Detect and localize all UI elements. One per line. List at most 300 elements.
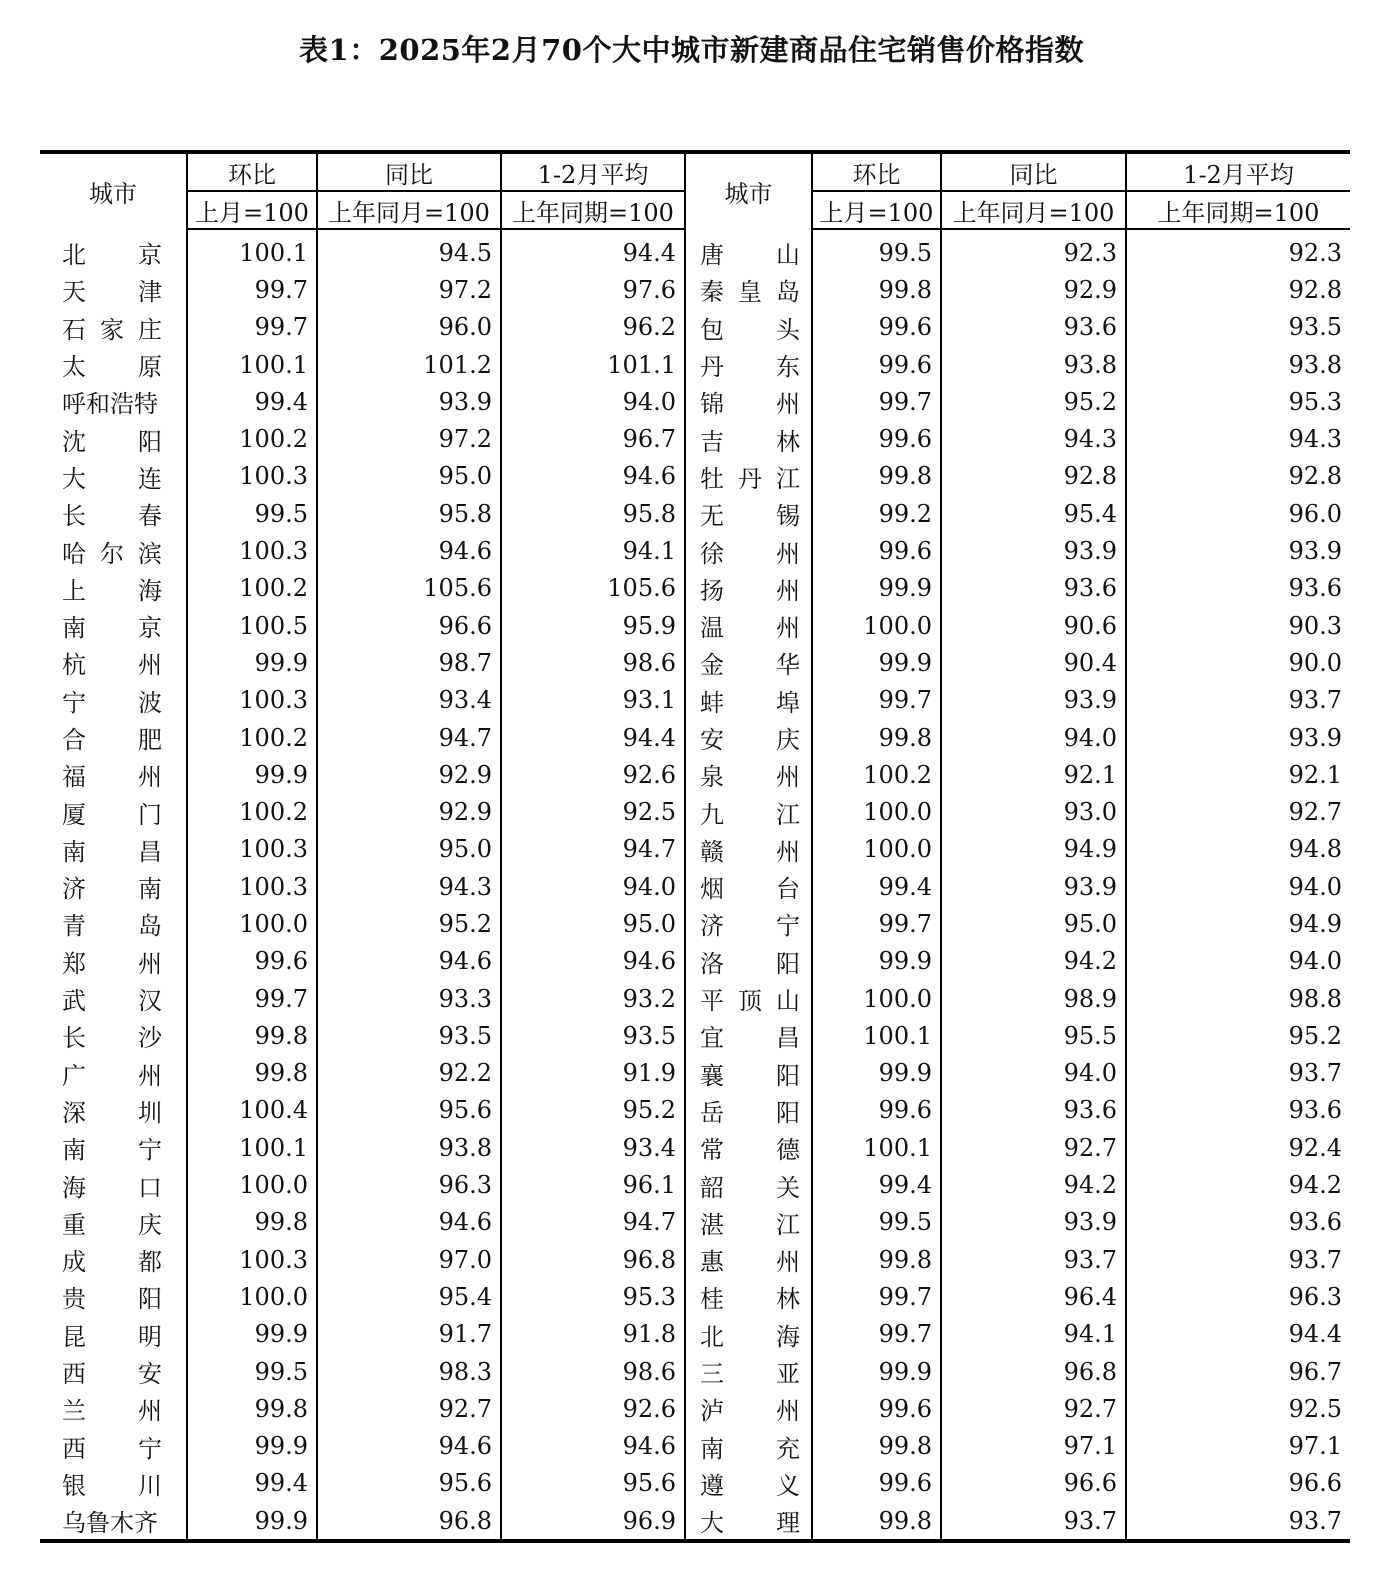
city-name: 唐山 (700, 240, 800, 269)
yoy-cell: 94.6 (317, 943, 501, 980)
table-row (40, 793, 1350, 830)
city-cell-right (685, 1166, 812, 1203)
city-name: 重庆 (62, 1210, 162, 1239)
header-avg-base-right: 上年同期=100 (1126, 191, 1350, 229)
mom-cell: 99.4 (187, 383, 317, 420)
yoy-cell-right: 90.4 (941, 644, 1126, 681)
city-name: 惠州 (700, 1248, 800, 1277)
avg-cell: 94.0 (501, 383, 685, 420)
city-name: 锦州 (700, 390, 800, 419)
yoy-cell-right: 92.3 (941, 229, 1126, 271)
city-cell-right (685, 1428, 812, 1465)
city-name: 上海 (62, 576, 162, 605)
avg-cell-right: 93.7 (1126, 1241, 1350, 1278)
header-yoy-base: 上年同月=100 (317, 191, 501, 229)
mom-cell: 100.2 (187, 719, 317, 756)
yoy-cell: 97.0 (317, 1241, 501, 1278)
table-row (40, 383, 1350, 420)
mom-cell: 100.0 (187, 905, 317, 942)
table-row (40, 644, 1350, 681)
table-row (40, 1428, 1350, 1465)
avg-cell: 94.6 (501, 943, 685, 980)
yoy-cell: 92.7 (317, 1390, 501, 1427)
yoy-cell-right: 94.1 (941, 1316, 1126, 1353)
mom-cell: 99.7 (187, 271, 317, 308)
yoy-cell-right: 94.0 (941, 1055, 1126, 1092)
city-name: 宜昌 (700, 1024, 800, 1053)
city-name: 平顶山 (700, 987, 800, 1016)
yoy-cell: 96.6 (317, 607, 501, 644)
city-name: 沈阳 (62, 427, 162, 456)
city-name: 蚌埠 (700, 688, 800, 717)
city-cell (40, 1316, 187, 1353)
city-name: 青岛 (62, 912, 162, 941)
yoy-cell: 94.6 (317, 1428, 501, 1465)
city-cell-right (685, 1316, 812, 1353)
avg-cell: 96.8 (501, 1241, 685, 1278)
city-cell-right (685, 1353, 812, 1390)
mom-cell: 99.9 (187, 756, 317, 793)
header-avg-right: 1-2月平均 (1126, 152, 1350, 191)
city-cell (40, 793, 187, 830)
city-name: 南宁 (62, 1136, 162, 1165)
city-cell (40, 905, 187, 942)
yoy-cell: 98.7 (317, 644, 501, 681)
city-name: 牡丹江 (700, 464, 800, 493)
mom-cell: 99.9 (187, 1428, 317, 1465)
city-cell (40, 1428, 187, 1465)
city-cell (40, 1129, 187, 1166)
city-cell (40, 1390, 187, 1427)
city-cell (40, 309, 187, 346)
city-cell-right (685, 271, 812, 308)
avg-cell-right: 92.1 (1126, 756, 1350, 793)
avg-cell-right: 95.2 (1126, 1017, 1350, 1054)
yoy-cell: 95.6 (317, 1465, 501, 1502)
mom-cell-right: 99.6 (812, 1092, 941, 1129)
table-row (40, 1017, 1350, 1054)
city-cell (40, 1278, 187, 1315)
city-cell (40, 532, 187, 569)
avg-cell-right: 97.1 (1126, 1428, 1350, 1465)
mom-cell: 100.1 (187, 1129, 317, 1166)
city-name: 乌鲁木齐 (62, 1509, 158, 1538)
city-cell (40, 1241, 187, 1278)
avg-cell: 105.6 (501, 570, 685, 607)
mom-cell-right: 99.8 (812, 1502, 941, 1541)
city-name: 泉州 (700, 763, 800, 792)
avg-cell-right: 93.6 (1126, 1204, 1350, 1241)
mom-cell: 100.3 (187, 682, 317, 719)
table-row (40, 1204, 1350, 1241)
avg-cell: 96.7 (501, 420, 685, 457)
header-mom-right: 环比 (812, 152, 941, 191)
city-name: 长春 (62, 502, 162, 531)
mom-cell: 100.4 (187, 1092, 317, 1129)
city-name: 北京 (62, 240, 162, 269)
avg-cell: 92.6 (501, 756, 685, 793)
city-cell-right (685, 229, 812, 271)
mom-cell: 99.9 (187, 1502, 317, 1541)
avg-cell: 94.6 (501, 1428, 685, 1465)
city-cell (40, 682, 187, 719)
table-row (40, 756, 1350, 793)
yoy-cell-right: 92.9 (941, 271, 1126, 308)
avg-cell: 92.5 (501, 793, 685, 830)
city-name: 西宁 (62, 1434, 162, 1463)
mom-cell: 99.5 (187, 495, 317, 532)
city-name: 扬州 (700, 576, 800, 605)
avg-cell: 94.7 (501, 831, 685, 868)
city-cell (40, 346, 187, 383)
yoy-cell-right: 93.7 (941, 1241, 1126, 1278)
avg-cell: 94.4 (501, 719, 685, 756)
avg-cell-right: 98.8 (1126, 980, 1350, 1017)
yoy-cell-right: 96.8 (941, 1353, 1126, 1390)
city-name: 无锡 (700, 502, 800, 531)
table-row (40, 868, 1350, 905)
yoy-cell: 94.6 (317, 1204, 501, 1241)
yoy-cell: 95.4 (317, 1278, 501, 1315)
city-cell (40, 756, 187, 793)
city-name: 呼和浩特 (62, 390, 158, 419)
avg-cell: 95.6 (501, 1465, 685, 1502)
mom-cell: 99.9 (187, 644, 317, 681)
avg-cell: 98.6 (501, 1353, 685, 1390)
avg-cell: 101.1 (501, 346, 685, 383)
table-row (40, 1129, 1350, 1166)
city-name: 洛阳 (700, 949, 800, 978)
city-cell (40, 1465, 187, 1502)
mom-cell-right: 100.0 (812, 793, 941, 830)
avg-cell-right: 92.8 (1126, 271, 1350, 308)
city-name: 宁波 (62, 688, 162, 717)
avg-cell: 94.1 (501, 532, 685, 569)
city-name: 烟台 (700, 875, 800, 904)
page-title: 表1：2025年2月70个大中城市新建商品住宅销售价格指数 (299, 33, 1084, 67)
table-row (40, 271, 1350, 308)
table-row (40, 1465, 1350, 1502)
yoy-cell: 96.8 (317, 1502, 501, 1541)
city-cell-right (685, 1278, 812, 1315)
mom-cell: 100.5 (187, 607, 317, 644)
city-cell-right (685, 309, 812, 346)
city-cell (40, 1055, 187, 1092)
yoy-cell-right: 90.6 (941, 607, 1126, 644)
city-name: 太原 (62, 353, 162, 382)
mom-cell: 99.5 (187, 1353, 317, 1390)
table-row (40, 309, 1350, 346)
table-body (40, 229, 1350, 1541)
avg-cell-right: 94.0 (1126, 943, 1350, 980)
avg-cell-right: 92.8 (1126, 458, 1350, 495)
yoy-cell-right: 94.2 (941, 1166, 1126, 1203)
city-cell (40, 980, 187, 1017)
yoy-cell-right: 92.7 (941, 1390, 1126, 1427)
header-mom-base: 上月=100 (187, 191, 317, 229)
avg-cell-right: 96.3 (1126, 1278, 1350, 1315)
header-yoy-base-right: 上年同月=100 (941, 191, 1126, 229)
mom-cell: 100.3 (187, 458, 317, 495)
avg-cell-right: 92.3 (1126, 229, 1350, 271)
city-cell-right (685, 495, 812, 532)
mom-cell-right: 99.7 (812, 383, 941, 420)
avg-cell-right: 93.7 (1126, 1055, 1350, 1092)
mom-cell-right: 99.9 (812, 644, 941, 681)
city-name: 成都 (62, 1248, 162, 1277)
mom-cell-right: 99.8 (812, 1241, 941, 1278)
mom-cell-right: 99.4 (812, 868, 941, 905)
yoy-cell-right: 93.7 (941, 1502, 1126, 1541)
table-row (40, 346, 1350, 383)
city-cell-right (685, 868, 812, 905)
city-name: 北海 (700, 1322, 800, 1351)
mom-cell: 99.8 (187, 1390, 317, 1427)
city-cell (40, 458, 187, 495)
city-cell (40, 1017, 187, 1054)
avg-cell: 94.6 (501, 458, 685, 495)
city-cell-right (685, 420, 812, 457)
avg-cell: 94.0 (501, 868, 685, 905)
mom-cell-right: 99.9 (812, 1055, 941, 1092)
city-name: 泸州 (700, 1397, 800, 1426)
city-name: 天津 (62, 278, 162, 307)
city-name: 赣州 (700, 837, 800, 866)
yoy-cell: 93.4 (317, 682, 501, 719)
mom-cell: 99.6 (187, 943, 317, 980)
yoy-cell-right: 96.6 (941, 1465, 1126, 1502)
yoy-cell-right: 93.6 (941, 1092, 1126, 1129)
yoy-cell-right: 93.9 (941, 682, 1126, 719)
city-name: 长沙 (62, 1024, 162, 1053)
city-cell-right (685, 1465, 812, 1502)
yoy-cell: 95.6 (317, 1092, 501, 1129)
header-mom-base-right: 上月=100 (812, 191, 941, 229)
avg-cell: 95.3 (501, 1278, 685, 1315)
city-cell-right (685, 756, 812, 793)
yoy-cell-right: 94.3 (941, 420, 1126, 457)
table-row (40, 980, 1350, 1017)
yoy-cell: 97.2 (317, 271, 501, 308)
city-cell (40, 570, 187, 607)
city-cell (40, 495, 187, 532)
header-city-right: 城市 (685, 152, 812, 229)
table-row (40, 1316, 1350, 1353)
avg-cell: 95.0 (501, 905, 685, 942)
mom-cell-right: 99.2 (812, 495, 941, 532)
city-name: 遵义 (700, 1471, 800, 1500)
city-name: 兰州 (62, 1397, 162, 1426)
mom-cell-right: 99.9 (812, 570, 941, 607)
yoy-cell: 95.0 (317, 458, 501, 495)
yoy-cell-right: 96.4 (941, 1278, 1126, 1315)
yoy-cell-right: 93.6 (941, 309, 1126, 346)
city-cell (40, 1204, 187, 1241)
mom-cell-right: 100.0 (812, 980, 941, 1017)
avg-cell: 96.9 (501, 1502, 685, 1541)
mom-cell-right: 99.6 (812, 1465, 941, 1502)
city-cell-right (685, 1204, 812, 1241)
city-cell-right (685, 793, 812, 830)
table-row (40, 495, 1350, 532)
city-cell-right (685, 570, 812, 607)
mom-cell-right: 99.6 (812, 309, 941, 346)
yoy-cell: 94.5 (317, 229, 501, 271)
mom-cell: 100.3 (187, 831, 317, 868)
city-cell-right (685, 383, 812, 420)
mom-cell-right: 100.1 (812, 1017, 941, 1054)
mom-cell: 100.3 (187, 868, 317, 905)
city-name: 厦门 (62, 800, 162, 829)
mom-cell-right: 99.8 (812, 458, 941, 495)
mom-cell-right: 99.5 (812, 1204, 941, 1241)
table-row (40, 831, 1350, 868)
yoy-cell: 105.6 (317, 570, 501, 607)
yoy-cell-right: 94.2 (941, 943, 1126, 980)
city-name: 石家庄 (62, 315, 162, 344)
city-name: 三亚 (700, 1360, 800, 1389)
city-cell (40, 943, 187, 980)
city-name: 吉林 (700, 427, 800, 456)
table-row (40, 1390, 1350, 1427)
city-name: 温州 (700, 614, 800, 643)
yoy-cell: 93.9 (317, 383, 501, 420)
city-name: 韶关 (700, 1173, 800, 1202)
avg-cell: 91.8 (501, 1316, 685, 1353)
avg-cell-right: 94.3 (1126, 420, 1350, 457)
city-name: 大连 (62, 464, 162, 493)
city-cell-right (685, 905, 812, 942)
avg-cell: 91.9 (501, 1055, 685, 1092)
header-yoy-right: 同比 (941, 152, 1126, 191)
city-cell-right (685, 1017, 812, 1054)
avg-cell: 96.1 (501, 1166, 685, 1203)
city-cell-right (685, 1092, 812, 1129)
price-index-table (40, 150, 1350, 1543)
yoy-cell: 96.3 (317, 1166, 501, 1203)
city-name: 杭州 (62, 651, 162, 680)
yoy-cell-right: 98.9 (941, 980, 1126, 1017)
avg-cell-right: 96.0 (1126, 495, 1350, 532)
yoy-cell-right: 95.0 (941, 905, 1126, 942)
mom-cell: 99.7 (187, 309, 317, 346)
avg-cell-right: 92.5 (1126, 1390, 1350, 1427)
city-name: 岳阳 (700, 1098, 800, 1127)
city-cell-right (685, 831, 812, 868)
mom-cell-right: 99.7 (812, 1316, 941, 1353)
avg-cell-right: 96.6 (1126, 1465, 1350, 1502)
table-row (40, 905, 1350, 942)
mom-cell-right: 99.6 (812, 1390, 941, 1427)
avg-cell-right: 93.5 (1126, 309, 1350, 346)
yoy-cell: 96.0 (317, 309, 501, 346)
yoy-cell-right: 93.6 (941, 570, 1126, 607)
avg-cell-right: 92.4 (1126, 1129, 1350, 1166)
city-name: 深圳 (62, 1098, 162, 1127)
city-name: 合肥 (62, 726, 162, 754)
city-name: 安庆 (700, 726, 800, 754)
yoy-cell: 91.7 (317, 1316, 501, 1353)
city-cell (40, 644, 187, 681)
header-yoy: 同比 (317, 152, 501, 191)
yoy-cell: 101.2 (317, 346, 501, 383)
table-row (40, 719, 1350, 756)
mom-cell: 100.1 (187, 346, 317, 383)
yoy-cell-right: 97.1 (941, 1428, 1126, 1465)
city-name: 福州 (62, 763, 162, 792)
mom-cell-right: 99.8 (812, 719, 941, 756)
mom-cell-right: 99.6 (812, 420, 941, 457)
city-cell-right (685, 980, 812, 1017)
city-cell-right (685, 1390, 812, 1427)
city-name: 金华 (700, 651, 800, 680)
yoy-cell-right: 95.5 (941, 1017, 1126, 1054)
city-cell-right (685, 719, 812, 756)
mom-cell-right: 99.9 (812, 1353, 941, 1390)
city-name: 包头 (700, 315, 800, 344)
yoy-cell: 92.9 (317, 756, 501, 793)
city-cell-right (685, 1055, 812, 1092)
yoy-cell: 94.7 (317, 719, 501, 756)
table-row (40, 570, 1350, 607)
yoy-cell-right: 93.9 (941, 868, 1126, 905)
city-name: 南昌 (62, 837, 162, 866)
city-name: 济南 (62, 875, 162, 904)
yoy-cell: 94.3 (317, 868, 501, 905)
table-row (40, 458, 1350, 495)
mom-cell-right: 99.7 (812, 1278, 941, 1315)
avg-cell-right: 90.0 (1126, 644, 1350, 681)
yoy-cell-right: 93.9 (941, 1204, 1126, 1241)
city-cell (40, 1092, 187, 1129)
city-cell (40, 831, 187, 868)
mom-cell: 99.4 (187, 1465, 317, 1502)
avg-cell: 93.5 (501, 1017, 685, 1054)
mom-cell: 99.8 (187, 1017, 317, 1054)
city-name: 丹东 (700, 353, 800, 382)
avg-cell: 98.6 (501, 644, 685, 681)
mom-cell-right: 99.5 (812, 229, 941, 271)
mom-cell: 100.1 (187, 229, 317, 271)
yoy-cell: 92.2 (317, 1055, 501, 1092)
avg-cell: 94.7 (501, 1204, 685, 1241)
city-cell-right (685, 1129, 812, 1166)
avg-cell: 94.4 (501, 229, 685, 271)
avg-cell: 93.2 (501, 980, 685, 1017)
city-cell-right (685, 607, 812, 644)
table-row (40, 532, 1350, 569)
city-name: 武汉 (62, 987, 162, 1016)
table-row (40, 1353, 1350, 1390)
mom-cell-right: 99.7 (812, 905, 941, 942)
yoy-cell: 95.0 (317, 831, 501, 868)
avg-cell-right: 94.8 (1126, 831, 1350, 868)
mom-cell: 100.2 (187, 793, 317, 830)
avg-cell-right: 93.6 (1126, 570, 1350, 607)
city-cell-right (685, 1502, 812, 1541)
avg-cell: 93.1 (501, 682, 685, 719)
table-row (40, 1055, 1350, 1092)
table-row (40, 1166, 1350, 1203)
city-name: 贵阳 (62, 1285, 162, 1314)
avg-cell-right: 94.2 (1126, 1166, 1350, 1203)
mom-cell: 100.3 (187, 1241, 317, 1278)
yoy-cell-right: 93.0 (941, 793, 1126, 830)
yoy-cell-right: 92.1 (941, 756, 1126, 793)
yoy-cell-right: 94.0 (941, 719, 1126, 756)
yoy-cell-right: 93.9 (941, 532, 1126, 569)
table-row (40, 1278, 1350, 1315)
